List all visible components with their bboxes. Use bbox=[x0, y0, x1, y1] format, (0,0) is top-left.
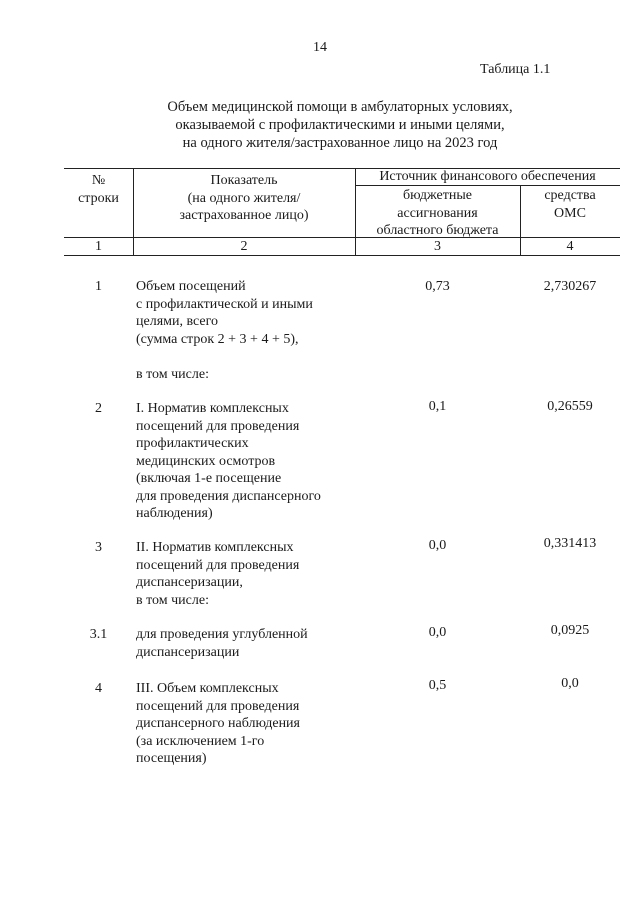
row-number: 3.1 bbox=[89, 627, 108, 642]
indicator-line: III. Объем комплексных bbox=[136, 681, 279, 696]
indicator-line: наблюдения) bbox=[136, 506, 213, 521]
table-label: Таблица 1.1 bbox=[480, 62, 551, 77]
header-line: строки bbox=[78, 190, 119, 206]
row-number: 3 bbox=[95, 540, 102, 555]
indicator-line bbox=[136, 348, 313, 366]
indicator-line: медицинских осмотров bbox=[136, 453, 276, 469]
title-line: на одного жителя/застрахованное лицо на 2023 год bbox=[182, 135, 498, 151]
indicator-line: для проведения диспансерного bbox=[136, 488, 321, 504]
row-indicator bbox=[136, 400, 321, 523]
column-number: 4 bbox=[566, 239, 574, 254]
row-oms-value: 0,0 bbox=[561, 676, 579, 691]
header-line: ассигнования bbox=[397, 205, 478, 221]
indicator-line: диспансеризации bbox=[136, 644, 240, 660]
header-line: бюджетные bbox=[403, 188, 472, 203]
header-row-number bbox=[64, 172, 133, 207]
row-budget-value: 0,1 bbox=[428, 399, 447, 414]
column-number: 1 bbox=[95, 239, 102, 254]
row-budget-value: 0,73 bbox=[425, 279, 450, 294]
row-number: 2 bbox=[95, 401, 102, 416]
indicator-line: посещений для проведения bbox=[136, 557, 300, 573]
indicator-line: в том числе: bbox=[136, 366, 209, 382]
header-indicator bbox=[133, 172, 355, 225]
row-oms-value: 0,0925 bbox=[550, 623, 590, 638]
indicator-line: диспансеризации, bbox=[136, 575, 243, 590]
indicator-line: посещений для проведения bbox=[136, 418, 300, 434]
row-number: 4 bbox=[95, 681, 102, 696]
indicator-line: профилактических bbox=[136, 436, 249, 451]
indicator-line: для проведения углубленной bbox=[136, 627, 308, 642]
row-indicator bbox=[136, 278, 313, 383]
indicator-line: с профилактической и иными bbox=[136, 296, 313, 312]
title-line: Объем медицинской помощи в амбулаторных условиях, bbox=[167, 99, 513, 115]
indicator-line: I. Норматив комплексных bbox=[136, 401, 289, 416]
header-line: средства bbox=[544, 188, 596, 203]
row-indicator bbox=[136, 626, 308, 661]
indicator-line: (за исключением 1-го bbox=[136, 733, 265, 749]
indicator-line: II. Норматив комплексных bbox=[136, 540, 294, 555]
header-line: (на одного жителя/ bbox=[187, 190, 301, 206]
indicator-line: Объем посещений bbox=[136, 279, 246, 294]
column-number: 2 bbox=[240, 239, 248, 254]
row-oms-value: 2,730267 bbox=[543, 279, 597, 294]
row-indicator bbox=[136, 680, 300, 768]
indicator-line: (сумма строк 2 + 3 + 4 + 5), bbox=[136, 331, 299, 347]
indicator-line: (включая 1-е посещение bbox=[136, 471, 282, 486]
indicator-line: посещения) bbox=[136, 751, 207, 766]
row-indicator bbox=[136, 539, 299, 609]
row-oms-value: 0,26559 bbox=[547, 399, 593, 414]
header-line: ОМС bbox=[554, 205, 586, 221]
row-budget-value: 0,0 bbox=[428, 538, 447, 553]
header-line: Показатель bbox=[210, 173, 278, 188]
header-oms bbox=[520, 187, 620, 222]
title-line: оказываемой с профилактическими и иными целями, bbox=[175, 117, 505, 133]
header-line: застрахованное лицо) bbox=[179, 208, 309, 223]
row-number: 1 bbox=[95, 279, 102, 294]
header-funding-source: Источник финансового обеспечения bbox=[379, 169, 596, 184]
row-budget-value: 0,5 bbox=[428, 678, 447, 693]
header-line: № bbox=[91, 173, 106, 188]
header-budget bbox=[355, 187, 520, 240]
indicator-line: диспансерного наблюдения bbox=[136, 716, 300, 731]
table-title bbox=[100, 98, 580, 152]
indicator-line: посещений для проведения bbox=[136, 698, 300, 714]
indicator-line: в том числе: bbox=[136, 592, 209, 608]
page-number: 14 bbox=[313, 40, 327, 55]
header-line: областного бюджета bbox=[376, 223, 499, 238]
indicator-line: целями, всего bbox=[136, 314, 219, 329]
row-oms-value: 0,331413 bbox=[543, 536, 597, 551]
column-number: 3 bbox=[434, 239, 441, 254]
row-budget-value: 0,0 bbox=[428, 625, 447, 640]
